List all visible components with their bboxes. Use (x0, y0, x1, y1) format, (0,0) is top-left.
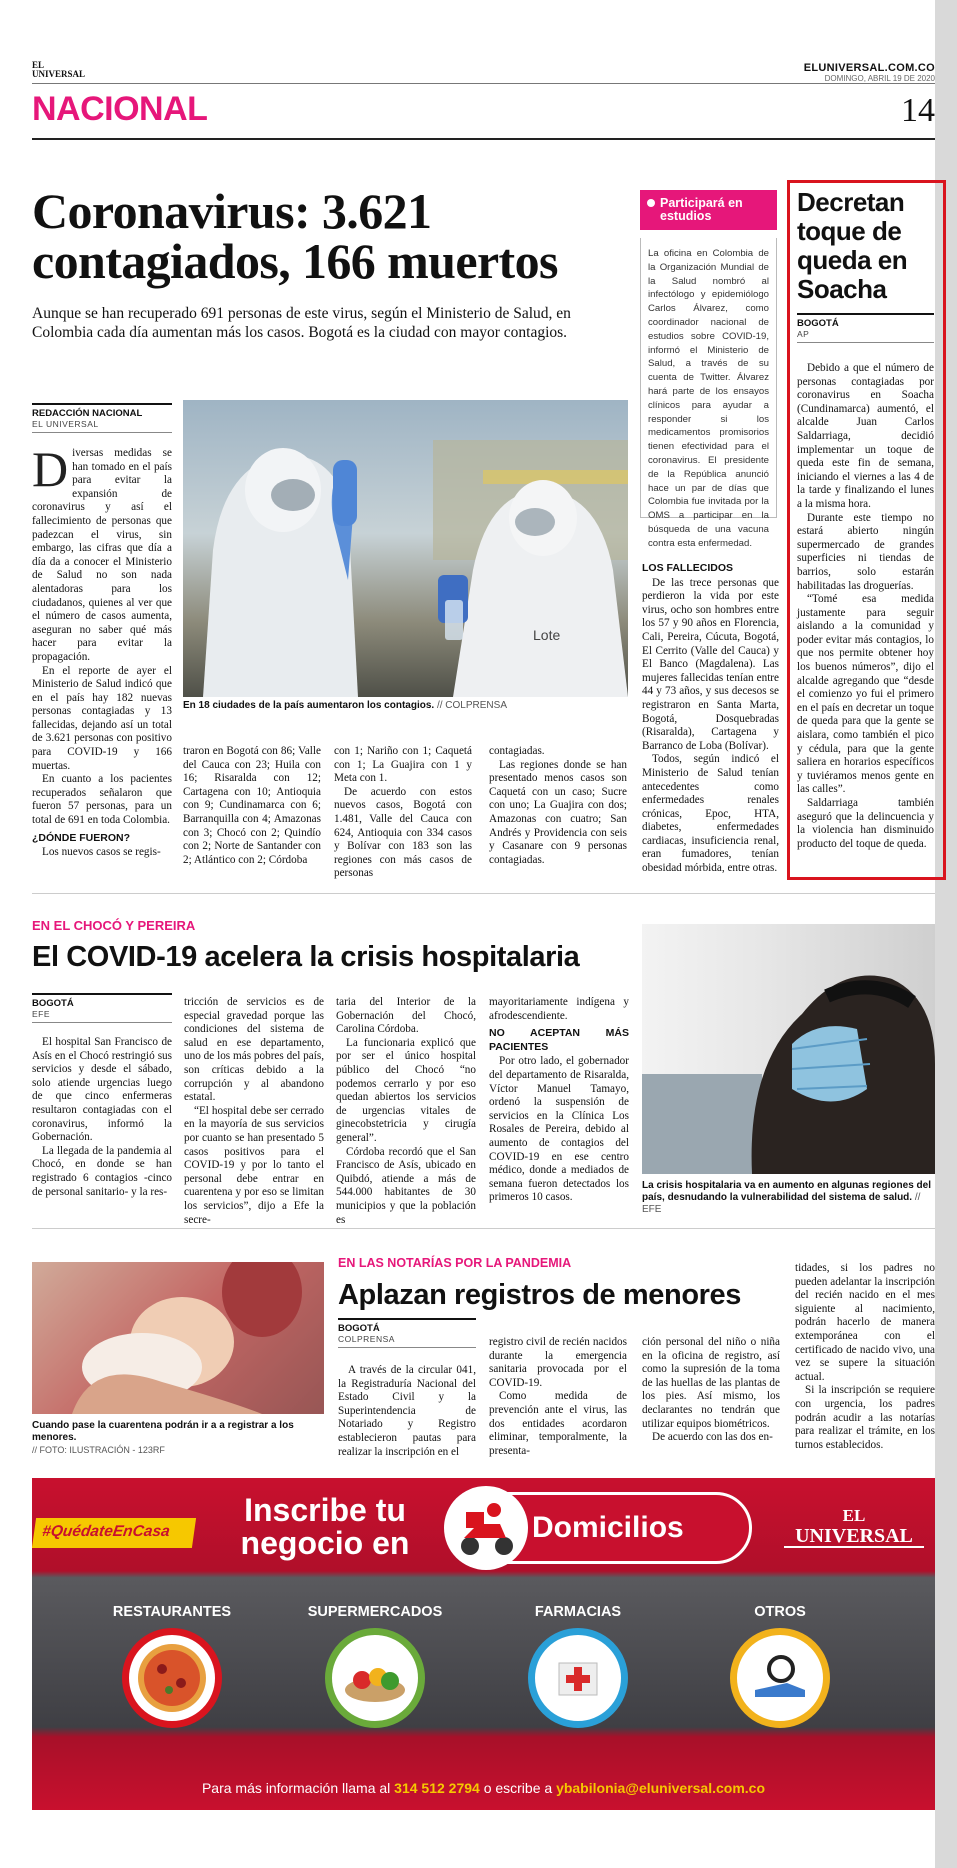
ad-footer: Para más información llama al 314 512 2794 o escribe a ybabilonia@eluniversal.com.co (201, 1780, 766, 1796)
notarias-photo-caption: Cuando pase la cuarentena podrán ir a a registrar a los menores. // FOTO: ILUSTRACIÓN - 123RF (32, 1420, 294, 1455)
main-col-1: Diversas medidas se han tomado en el país para evitar la expansión de coronavirus y así el fallecimiento de personas que padezcan el virus, sin embargo, las cifras que día a día da a conocer el Ministerio de Salud no son nada alentadoras para los ciudadanos, quienes al ver que el número de casos aumenta, aseguran no saber qué más hacer para evitar la propagación. En el reporte de ayer el Ministerio de Salud indicó que en el país hay 182 nuevas personas contagiadas y 13 fallecidas, dejando así un total de 3.621 personas con positivo para COVID-19 y 166 muertas. En cuanto a los pacientes recuperados señalaron que fueron 57 personas, para un total de 691 en toda Colombia. ¿DÓNDE FUERON? Los nuevos casos se regis- (32, 441, 172, 859)
story-divider (32, 1228, 935, 1229)
main-byline: REDACCIÓN NACIONAL EL UNIVERSAL (32, 403, 172, 433)
main-col-5: LOS FALLECIDOS De las trece personas que perdieron la vida por este virus, ocho son hombres entre los 57 y 90 años en Florencia, Cali, Pereira, Cúcuta, Bogotá, El Cerrito (Valle del Cauca) y El Banco (Magdalena). Las mujeres fallecidas tenían entre 44 y 73 años, y sus decesos se registraron en Santa Marta, Bogotá, Dosquebradas (Risaralda), Cartagena y Barranco de Loba (Bolívar). Todos, según indicó el Ministerio de Salud tenían antecedentes como enfermedades renales crónicas, Epoc, HTA, diabetes, enfermedades cardiacas, insuficiencia renal, eran fumadores, tenían obesidad mórbida, entre otras. (642, 562, 779, 875)
bullet-icon (647, 199, 655, 207)
sidebar-header: Participará en estudios (640, 190, 777, 230)
main-deck: Aunque se han recuperado 691 personas de este virus, según el Ministerio de Salud, en Colombia cada día aumentan más los casos. Bogotá es la ciudad con mayor contagios. (32, 305, 571, 341)
advertisement-banner[interactable] (32, 1478, 935, 1810)
masked-man-illustration (642, 924, 935, 1174)
masthead-logo: EL UNIVERSAL (32, 60, 86, 79)
suit-text: Lote (533, 627, 561, 643)
vegetables-icon[interactable] (325, 1628, 425, 1728)
main-photo (183, 400, 628, 697)
delivery-scooter-icon (444, 1486, 528, 1570)
pizza-icon[interactable] (122, 1628, 222, 1728)
masthead-rule (32, 83, 935, 84)
sidebar-box: La oficina en Colombia de la Organización Mundial de la Salud nombró al infectólogo y epidemiólogo Carlos Álvarez, como coordinador nacional de estudios sobre COVID-19, informó el Ministerio de Salud, a través de su cuenta de Twitter. Álvarez hará parte de los ensayos clínicos para ayudar a responder si los medicamentos promisorios tienen efectividad para el coronavirus. El presidente de la República anunció hace un par de días que Colombia fue invitada por la OMS a participar en la búsqueda de una vacuna contra esta enfermedad. (640, 238, 777, 518)
soacha-byline: BOGOTÁ AP (797, 313, 934, 343)
domicilios-brand: Domicilios (532, 1511, 684, 1544)
issue-date: DOMINGO, ABRIL 19 DE 2020 (824, 74, 935, 83)
ad-headline: Inscribe tu negocio en (240, 1492, 410, 1561)
notarias-col-2: registro civil de recién nacidos durante la emergencia sanitaria provocada por el COVID-19. Como medida de prevención ante el virus, las dos entidades acordaron eliminar, temporalmente, la presenta- (489, 1336, 627, 1457)
notarias-byline: BOGOTÁ COLPRENSA (338, 1318, 476, 1348)
category-supermercados[interactable]: SUPERMERCADOS (307, 1604, 443, 1620)
category-restaurantes[interactable]: RESTAURANTES (112, 1604, 232, 1620)
main-col-2: traron en Bogotá con 86; Valle del Cauca con 23; Huila con 16; Risaralda con 12; Cartagena con 10; Antioquia con 9; Cundinamarca con 6; Barranquilla con 4; Amazonas con 3; Chocó con 2; Quindío con 2; Norte de Santander con 2; Atlántico con 2; Córdoba (183, 745, 321, 866)
health-workers-illustration (183, 400, 628, 697)
main-col-4: contagiadas. Las regiones donde se han presentado menos casos son Caquetá con un caso; Sucre con uno; La Guajira con dos; Amazonas con cuatro; San Andrés y Providencia con seis y Casanare con 9 personas contagiadas. (489, 745, 627, 866)
main-photo-caption: En 18 ciudades de la país aumentaron los contagios. // COLPRENSA (183, 700, 507, 711)
soacha-body: Debido a que el número de personas contagiadas por coronavirus en Soacha (Cundinamarca) aumentó, el alcalde Juan Carlos Saldarriaga, decidió implementar un toque de queda este fin de semana, iniciando el viernes a las 4 de la tarde y finalizando el lunes a la misma hora. Durante este tiempo no estará abierto ningún supermercado de grandes superficies ni tiendas de barrios, solo estarán habilitadas las droguerías. “Tomé esa medida justamente para seguir aislando a la comunidad y poder evitar más contagios, lo que nos permite obtener hoy los buenos números”, dijo el alcalde agregando que “desde el comienzo yo fui el primero en el país en decretar un toque de queda para que la gente se aislara, como también el pico y cédula, para que la gente saliera en horarios específicos y tuviéramos menos gente en las calles”. Saldarriaga también aseguró que la delincuencia y la violencia han disminuido producto del toque de queda. (797, 362, 934, 850)
notarias-col-3: ción personal del niño o niña en la oficina de registro, así como la supresión de la toma de las huellas de las plantas de los pies. Así mismo, los declarantes no tendrán que utilizar equipos biométricos. De acuerdo con las dos en- (642, 1336, 780, 1444)
notarias-headline: Aplazan registros de menores (338, 1279, 741, 1311)
site-url: ELUNIVERSAL.COM.CO (803, 62, 935, 74)
ad-logo: EL UNIVERSAL (784, 1506, 924, 1548)
choco-photo-caption: La crisis hospitalaria va en aumento en algunas regiones del país, desnudando la vulnerabilidad del sistema de salud. // EFE (642, 1180, 931, 1215)
ad-phone[interactable]: 314 512 2794 (394, 1780, 480, 1796)
choco-headline: El COVID-19 acelera la crisis hospitalaria (32, 941, 580, 973)
ad-email[interactable]: ybabilonia@eluniversal.com.co (556, 1780, 766, 1796)
notarias-col-1: A través de la circular 041, la Registraduría Nacional del Estado Civil y la Superintendencia de Notariado y Registro establecieron pautas para realizar la inscripción en el (338, 1364, 476, 1458)
soacha-headline: Decretan toque de queda en Soacha (797, 187, 908, 304)
pharmacy-icon[interactable] (528, 1628, 628, 1728)
category-otros[interactable]: OTROS (754, 1604, 806, 1620)
section-title: NACIONAL (32, 90, 208, 128)
shopping-icon[interactable] (730, 1628, 830, 1728)
hashtag-badge: #QuédateEnCasa (32, 1518, 196, 1548)
notarias-kicker: EN LAS NOTARÍAS POR LA PANDEMIA (338, 1256, 572, 1270)
choco-photo (642, 924, 935, 1174)
category-farmacias[interactable]: FARMACIAS (534, 1604, 622, 1620)
page-number: 14 (901, 92, 935, 129)
story-divider (32, 893, 935, 894)
choco-kicker: EN EL CHOCÓ Y PEREIRA (32, 918, 196, 933)
choco-col-4: mayoritariamente indígena y afrodescendiente. NO ACEPTAN MÁS PACIENTES Por otro lado, el gobernador del departamento de Risaralda, Víctor Manuel Tamayo, ordenó la suspensión de servicios en la Clínica Los Rosales de Pereira, debido al aumento de contagios del COVID-19 en ese centro médico, donde a mediados de semana fueron detectados los primeros 10 casos. (489, 996, 629, 1204)
notarias-photo (32, 1262, 324, 1414)
choco-byline: BOGOTÁ EFE (32, 993, 172, 1023)
notarias-col-4: tidades, si los padres no pueden adelantar la inscripción del recién nacido en el mes siguiente al nacimiento, podrán hacerlo de manera extemporánea con el certificado de nacido vivo, una vez se supere la situación actual. Si la inscripción se requiere con urgencia, los padres podrán acudir a las notarías para realizar el trámite, en los turnos establecidos. (795, 1262, 935, 1451)
main-headline: Coronavirus: 3.621 contagiados, 166 muertos (32, 183, 558, 289)
choco-col-2: tricción de servicios es de especial gravedad porque las condiciones del sistema de salud en ese departamento, uno de los más pobres del país, son críticas debido a la corrupción y al abandono estatal. “El hospital debe ser cerrado en la mayoría de sus servicios por cuanto se han presentado 5 casos positivos para el COVID-19 y por lo tanto el personal debe entrar en cuarentena y por eso se limitan los servicios”, dijo a Efe la secre- (184, 996, 324, 1226)
choco-col-1: El hospital San Francisco de Asís en el Chocó restringió sus servicios y desde el sábado, solo atiende urgencias luego de que cinco enfermeras resultaron contagiadas con el coronavirus, informó la Gobernación. La llegada de la pandemia al Chocó, en donde se han registrado 6 contagios -cinco de personal sanitario- y la res- (32, 1036, 172, 1198)
drop-cap: D (32, 441, 69, 497)
main-col-3: con 1; Nariño con 1; Caquetá con 1; La Guajira con 1 y Meta con 1. De acuerdo con estos nuevos casos, Bogotá con 1.481, Valle del Cauca con 624, Antioquia con 334 casos y Bolívar con 183 son las regiones con más casos de personas (334, 745, 472, 880)
choco-col-3: taria del Interior de la Gobernación del Chocó, Carolina Córdoba. La funcionaria explicó que por ser el único hospital público del Chocó “no podemos cerrarlo y por eso quedan abiertos los servicios de urgencias vitales de ginecobstetricia y cirugía general”. Córdoba recordó que el San Francisco de Asís, ubicado en Quibdó, atiende a más de 544.000 habitantes de 30 municipios y que la población es (336, 996, 476, 1226)
baby-and-parent-illustration (32, 1262, 324, 1414)
section-rule (32, 138, 935, 140)
